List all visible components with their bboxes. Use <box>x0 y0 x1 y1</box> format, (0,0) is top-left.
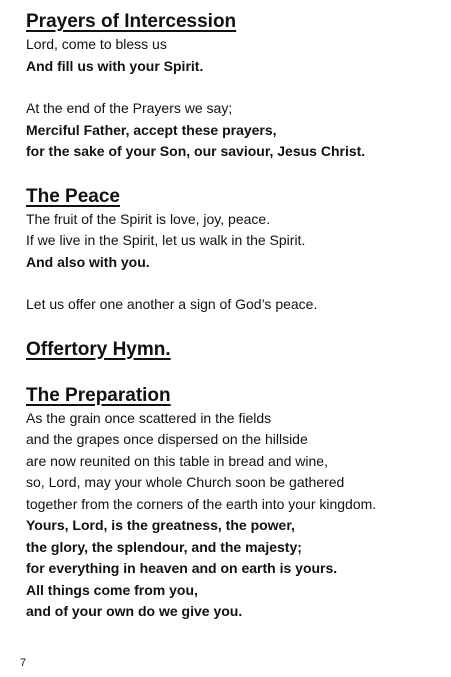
preparation-heading: The Preparation <box>26 384 171 406</box>
spacer <box>26 362 446 384</box>
preparation-response-line: and of your own do we give you. <box>26 603 243 619</box>
preparation-line: As the grain once scattered in the fields <box>26 409 272 426</box>
preparation-response-line: the glory, the splendour, and the majesty; <box>26 538 302 555</box>
peace-heading: The Peace <box>26 185 120 207</box>
offertory-section <box>26 338 446 362</box>
spacer <box>26 273 446 294</box>
intercession-versicle: Lord, come to bless us <box>26 36 167 52</box>
peace-invitation: Let us offer one another a sign of God’s peace. <box>26 296 318 312</box>
peace-section <box>26 185 446 316</box>
preparation-line: are now reunited on this table in bread and wine, <box>26 452 328 469</box>
peace-line-2: If we live in the Spirit, let us walk in the Spirit. <box>26 232 306 248</box>
intercession-closing-response-2: for the sake of your Son, our saviour, Jesus Christ. <box>26 143 366 159</box>
preparation-line: and the grapes once dispersed on the hillside <box>26 431 308 447</box>
preparation-response-line: for everything in heaven and on earth is yours. <box>26 560 338 576</box>
peace-line-1: The fruit of the Spirit is love, joy, peace. <box>26 210 271 227</box>
liturgy-page <box>26 10 446 623</box>
intercession-closing-response-1: Merciful Father, accept these prayers, <box>26 121 277 138</box>
spacer <box>26 163 446 185</box>
preparation-response-line: All things come from you, <box>26 581 198 598</box>
preparation-line: together from the corners of the earth into your kingdom. <box>26 495 377 512</box>
offertory-heading: Offertory Hymn. <box>26 338 171 360</box>
spacer <box>26 316 446 338</box>
spacer <box>26 77 446 98</box>
peace-response: And also with you. <box>26 253 150 270</box>
intercession-closing-intro: At the end of the Prayers we say; <box>26 100 233 116</box>
intercession-response: And fill us with your Spirit. <box>26 57 204 74</box>
preparation-section <box>26 384 446 623</box>
intercession-section <box>26 10 446 163</box>
preparation-line: so, Lord, may your whole Church soon be gathered <box>26 474 345 490</box>
preparation-response-line: Yours, Lord, is the greatness, the power, <box>26 517 295 533</box>
page-number: 7 <box>20 657 27 669</box>
intercession-heading: Prayers of Intercession <box>26 11 237 32</box>
